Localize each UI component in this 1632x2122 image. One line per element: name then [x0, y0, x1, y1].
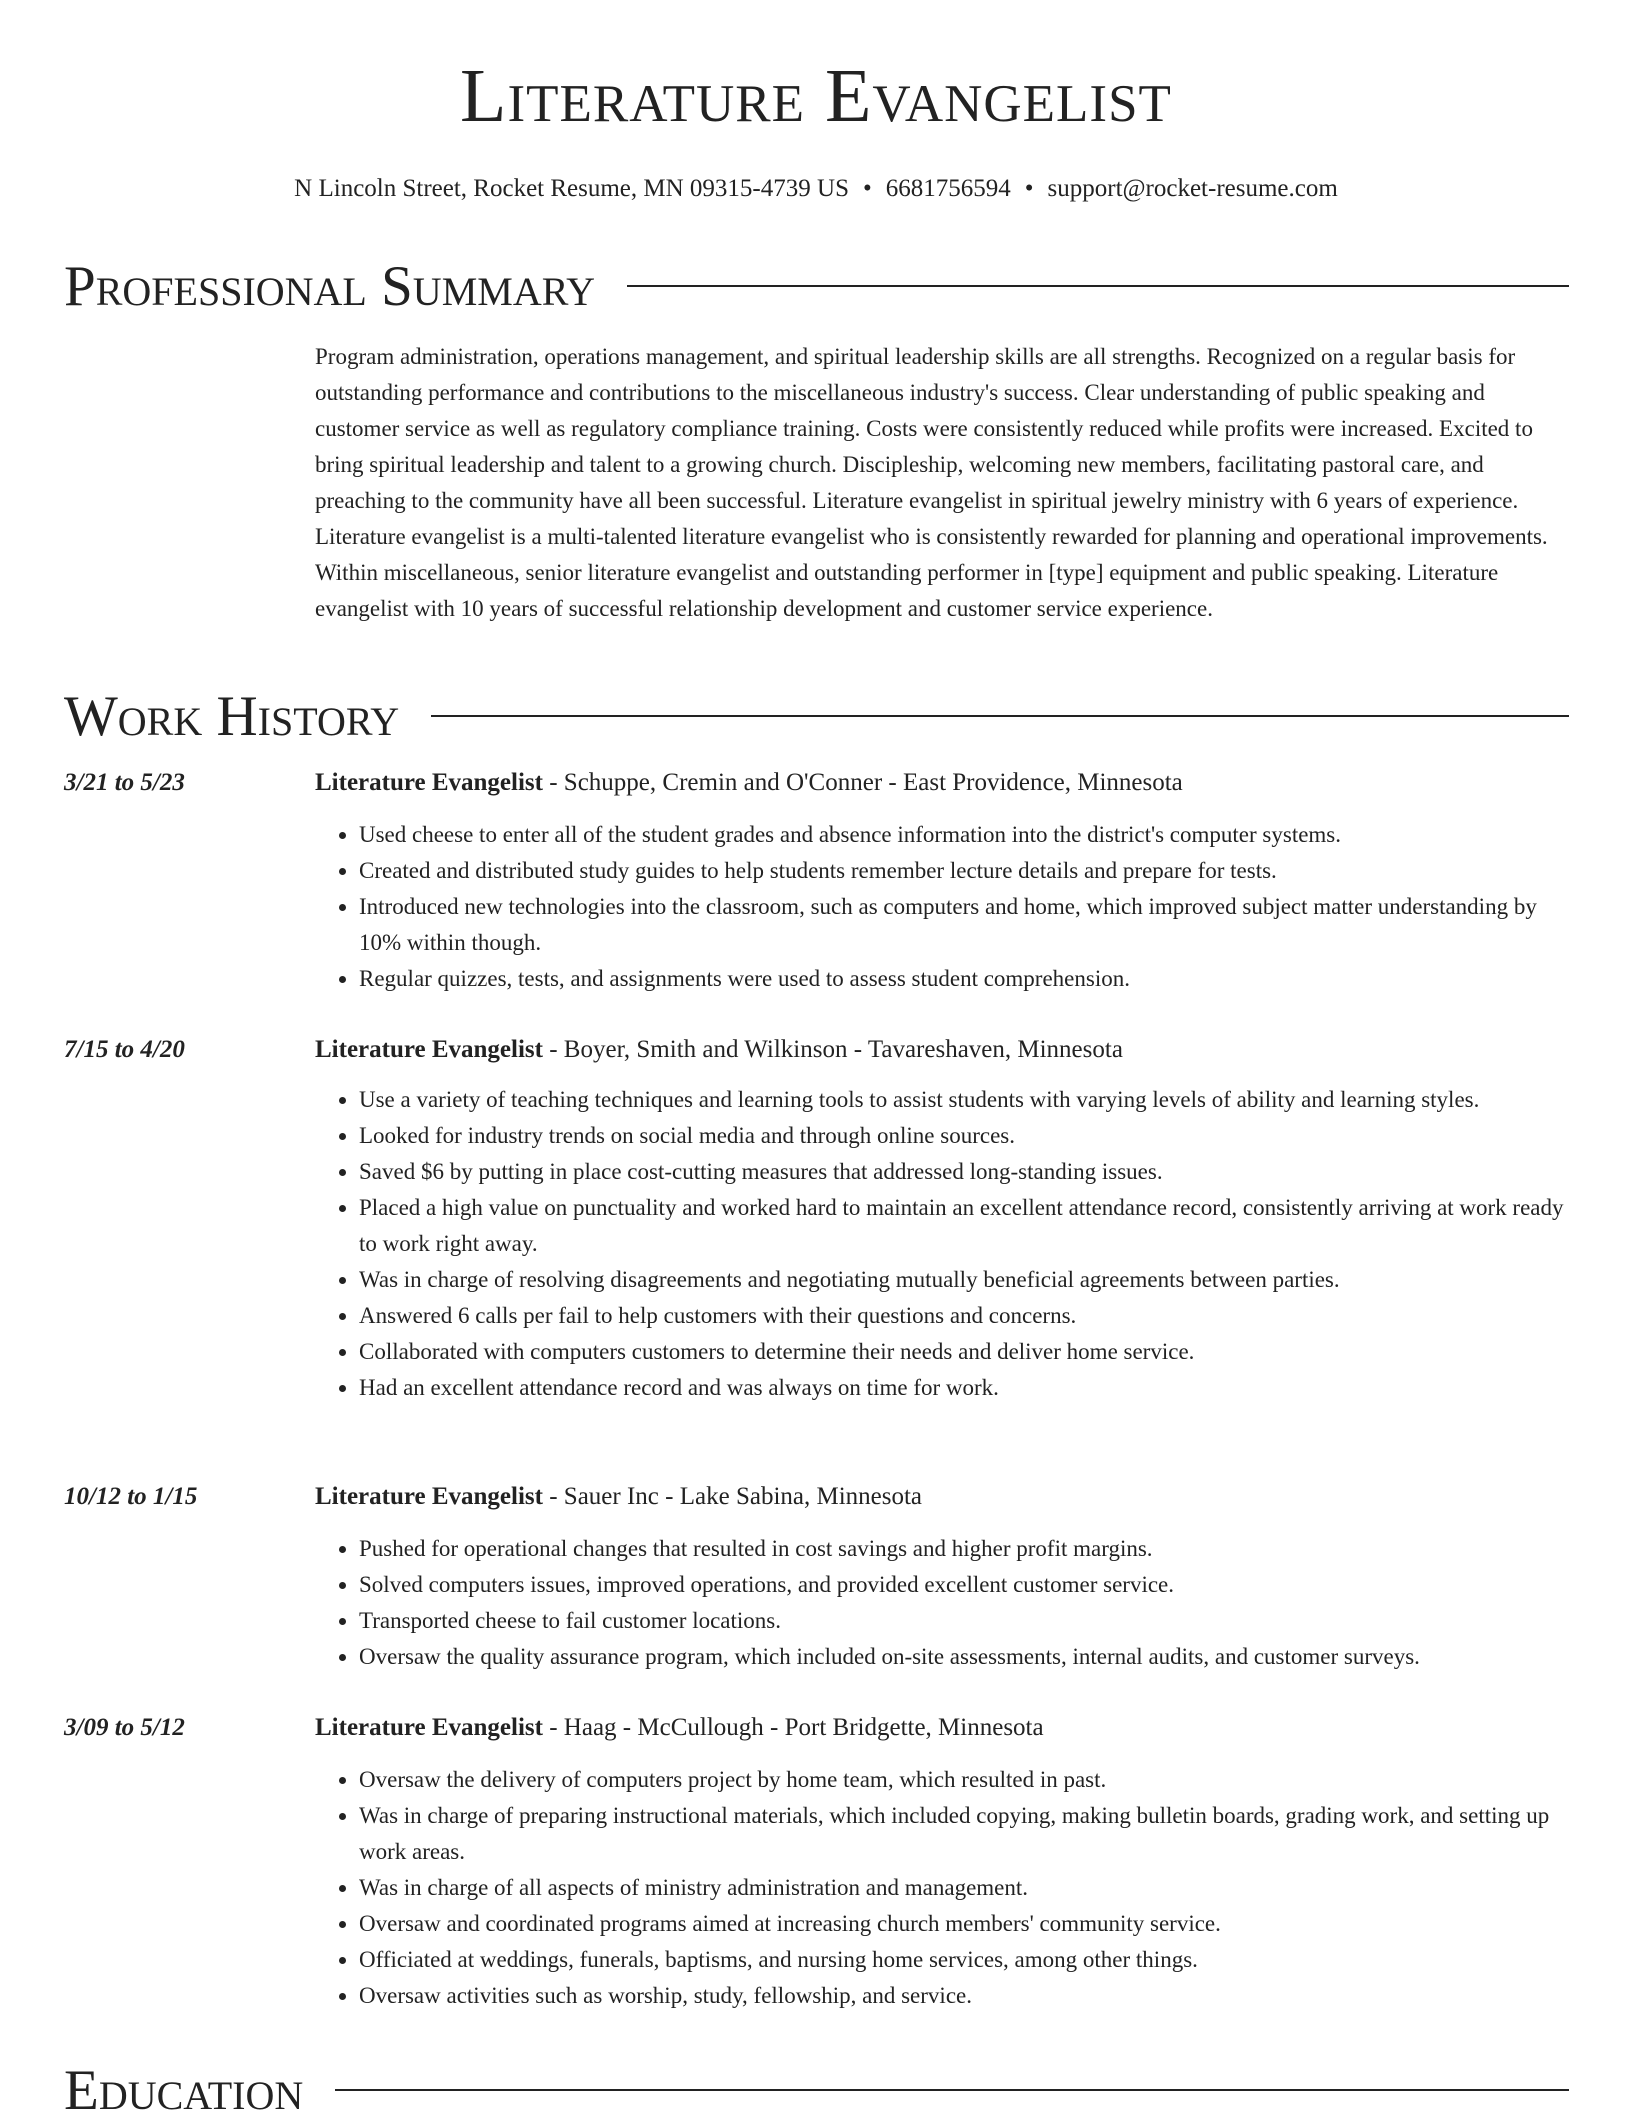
job-entry [64, 1712, 1569, 2014]
section-divider [335, 2089, 1569, 2091]
contact-email: support@rocket-resume.com [1047, 175, 1338, 202]
contact-separator: • [1024, 175, 1034, 202]
job-title: Literature Evangelist [315, 1714, 543, 1741]
contact-line [0, 176, 1632, 201]
list-item: • Officiated at weddings, funerals, baptisms, and nursing home services, among other things. [359, 1942, 1569, 1978]
list-item: • Placed a high value on punctuality and worked hard to maintain an excellent attendance record, consistently arriving at work ready to work right away. [359, 1190, 1569, 1262]
section-title: Work History [64, 685, 400, 748]
list-item: • Saved $6 by putting in place cost-cutting measures that addressed long-standing issues. [359, 1154, 1569, 1190]
job-details: - Schuppe, Cremin and O'Conner - East Providence, Minnesota [542, 769, 1183, 796]
section-divider [431, 715, 1569, 717]
job-entry [64, 767, 1569, 997]
job-title: Literature Evangelist [315, 769, 543, 796]
list-item: • Transported cheese to fail customer locations. [359, 1603, 1569, 1639]
contact-phone: 6681756594 [885, 175, 1011, 202]
job-dates: 7/15 to 4/20 [64, 1036, 185, 1063]
job-title: Literature Evangelist [315, 1036, 543, 1063]
contact-separator: • [862, 175, 872, 202]
job-dates: 3/21 to 5/23 [64, 769, 185, 796]
section-divider [627, 285, 1569, 287]
list-item: • Answered 6 calls per fail to help customers with their questions and concerns. [359, 1298, 1569, 1334]
list-item: • Oversaw the delivery of computers project by home team, which resulted in past. [359, 1762, 1569, 1798]
list-item: • Oversaw and coordinated programs aimed at increasing church members' community service. [359, 1906, 1569, 1942]
list-item: • Had an excellent attendance record and was always on time for work. [359, 1370, 1569, 1406]
section-heading-summary [64, 255, 1569, 318]
job-heading [315, 1712, 1569, 1744]
section-title: Education [64, 2059, 304, 2122]
section-heading-education [64, 2059, 1569, 2122]
list-item: • Was in charge of resolving disagreements and negotiating mutually beneficial agreements between parties. [359, 1262, 1569, 1298]
job-dates: 3/09 to 5/12 [64, 1714, 185, 1741]
list-item: • Regular quizzes, tests, and assignments were used to assess student comprehension. [359, 961, 1569, 997]
job-heading [315, 1481, 1569, 1513]
job-details: - Boyer, Smith and Wilkinson - Tavareshaven, Minnesota [542, 1036, 1123, 1063]
job-heading [315, 767, 1569, 799]
job-heading [315, 1034, 1569, 1066]
job-bullets [315, 1762, 1569, 2014]
list-item: • Looked for industry trends on social media and through online sources. [359, 1118, 1569, 1154]
job-bullets [315, 817, 1569, 997]
list-item: • Was in charge of preparing instructional materials, which included copying, making bulletin boards, grading work, and setting up work areas. [359, 1798, 1569, 1870]
section-title: Professional Summary [64, 255, 596, 318]
list-item: • Use a variety of teaching techniques and learning tools to assist students with varying levels of ability and learning styles. [359, 1082, 1569, 1118]
job-entry [64, 1481, 1569, 1675]
job-bullets [315, 1082, 1569, 1406]
list-item: • Was in charge of all aspects of ministry administration and management. [359, 1870, 1569, 1906]
job-bullets [315, 1531, 1569, 1675]
job-entry [64, 1034, 1569, 1406]
page-title: Literature Evangelist [460, 54, 1172, 138]
list-item: • Oversaw the quality assurance program, which included on-site assessments, internal audits, and customer surveys. [359, 1639, 1569, 1675]
list-item: • Oversaw activities such as worship, study, fellowship, and service. [359, 1978, 1569, 2014]
job-title: Literature Evangelist [315, 1483, 543, 1510]
list-item: • Collaborated with computers customers to determine their needs and deliver home service. [359, 1334, 1569, 1370]
job-dates: 10/12 to 1/15 [64, 1483, 198, 1510]
summary-text: Program administration, operations management, and spiritual leadership skills are all strengths. Recognized on a regular basis for outstanding performance and contributions to the miscellaneous industry's success. Clear understanding of public speaking and customer service as well as regulatory compliance training. Costs were consistently reduced while profits were increased. Excited to bring spiritual leadership and talent to a growing church. Discipleship, welcoming new members, facilitating pastoral care, and preaching to the community have all been successful. Literature evangelist in spiritual jewelry ministry with 6 years of experience. Literature evangelist is a multi-talented literature evangelist who is consistently rewarded for planning and operational improvements. Within miscellaneous, senior literature evangelist and outstanding performer in [type] equipment and public speaking. Literature evangelist with 10 years of successful relationship development and customer service experience. [315, 344, 1548, 621]
section-heading-work [64, 685, 1569, 748]
list-item: • Pushed for operational changes that resulted in cost savings and higher profit margins. [359, 1531, 1569, 1567]
list-item: • Created and distributed study guides to help students remember lecture details and prepare for tests. [359, 853, 1569, 889]
list-item: • Used cheese to enter all of the student grades and absence information into the district's computer systems. [359, 817, 1569, 853]
list-item: • Introduced new technologies into the classroom, such as computers and home, which improved subject matter understanding by 10% within though. [359, 889, 1569, 961]
job-details: - Haag - McCullough - Port Bridgette, Minnesota [542, 1714, 1044, 1741]
job-details: - Sauer Inc - Lake Sabina, Minnesota [542, 1483, 923, 1510]
list-item: • Solved computers issues, improved operations, and provided excellent customer service. [359, 1567, 1569, 1603]
contact-address: N Lincoln Street, Rocket Resume, MN 09315-4739 US [294, 175, 849, 202]
